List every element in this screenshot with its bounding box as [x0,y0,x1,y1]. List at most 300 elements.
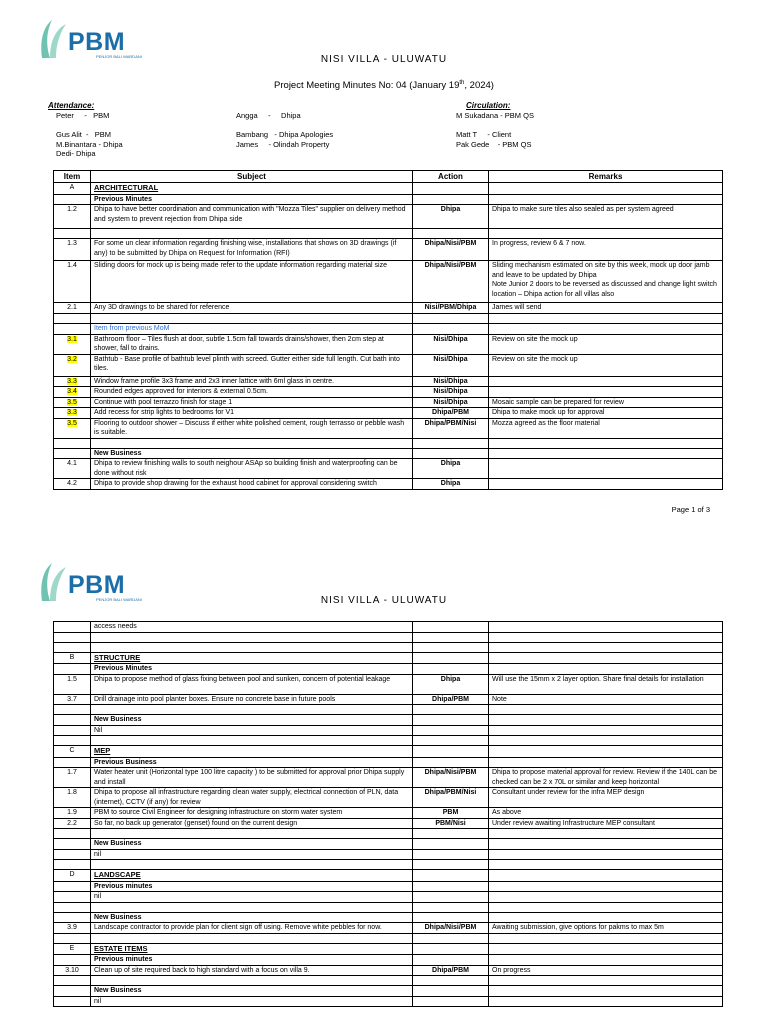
row-action [413,808,489,819]
row-subject-text: New Business [94,987,142,994]
row-subject [91,334,413,354]
row-item [54,902,91,912]
row-action [413,664,489,675]
row-action-text: Nisi/Dhipa [433,355,468,363]
row-remarks-text: James will send [492,304,542,311]
row-action [413,652,489,664]
row-subject [91,933,413,943]
row-item [54,933,91,943]
row-action [413,860,489,870]
row-remarks [489,933,723,943]
row-action [413,376,489,387]
table-row [54,746,723,758]
table-row [54,725,723,736]
row-remarks [489,965,723,976]
row-subject-text: access needs [94,623,137,630]
table-row [54,955,723,966]
row-item [54,860,91,870]
row-action-text: Dhipa/PBM [432,966,469,974]
row-subject [91,860,413,870]
row-subject-text: Previous minutes [94,882,153,890]
row-subject [91,397,413,408]
row-subject-text: Previous Business [94,758,157,766]
table-row [54,664,723,675]
row-action [413,194,489,205]
row-remarks [489,408,723,419]
row-item [54,808,91,819]
row-action-text: Nisi/Dhipa [433,388,468,395]
row-subject [91,986,413,997]
row-item-text: 2.2 [67,819,77,827]
row-subject [91,205,413,229]
row-remarks-text: Will use the 15mm x 2 layer option. Share final details for installation [492,675,704,683]
row-action [413,976,489,986]
row-subject [91,694,413,705]
row-item [54,334,91,354]
row-action [413,303,489,314]
row-item-text: 1.9 [67,809,77,816]
table-row [54,418,723,438]
row-subject [91,902,413,912]
row-subject [91,239,413,261]
row-item [54,652,91,664]
row-subject [91,183,413,195]
row-item [54,387,91,398]
row-item-text: 4.1 [67,460,77,467]
row-subject-text: Landscape contractor to provide plan for client sign off using. Remove white pebbles for now. [94,924,382,931]
row-subject-text: Sliding doors for mock up is being made refer to the update information regarding material size [94,262,387,269]
row-action [413,183,489,195]
row-action [413,674,489,694]
row-subject [91,757,413,768]
row-subject [91,923,413,934]
row-remarks [489,652,723,664]
row-action [413,715,489,726]
row-remarks [489,808,723,819]
meeting-title-main: Project Meeting Minutes No: 04 (January 19 [274,80,460,92]
row-subject [91,955,413,966]
row-subject-text: Add recess for strip lights to bedrooms for V1 [94,409,235,416]
row-subject [91,664,413,675]
row-subject [91,943,413,955]
row-remarks [489,986,723,997]
minutes-table-page-1 [53,170,723,490]
row-subject-text: New Business [94,913,142,921]
row-item [54,397,91,408]
row-remarks [489,923,723,934]
row-subject [91,674,413,694]
table-row [54,622,723,633]
table-row [54,705,723,715]
row-action [413,387,489,398]
row-subject [91,314,413,324]
row-action [413,996,489,1007]
row-subject-text: So far, no back up generator (genset) found on the current design [94,819,298,827]
row-action [413,943,489,955]
row-item [54,892,91,903]
row-item [54,324,91,335]
table-row [54,902,723,912]
row-subject-text: Dhipa to review finishing walls to south neighour ASAp so building finish and waterproofing can be done without risk [94,460,398,477]
row-remarks [489,334,723,354]
table-row [54,892,723,903]
table-row [54,314,723,324]
row-action [413,757,489,768]
row-item [54,376,91,387]
row-remarks [489,829,723,839]
table-row [54,674,723,694]
row-remarks [489,387,723,398]
row-action [413,725,489,736]
row-remarks [489,183,723,195]
table-row [54,849,723,860]
row-action [413,768,489,788]
row-subject [91,642,413,652]
row-item [54,736,91,746]
table-row [54,986,723,997]
row-subject-text: Clean up of site required back to high standard with a focus on villa 9. [94,966,310,974]
document-title: NISI VILLA - ULUWATU [320,54,448,65]
row-subject [91,881,413,892]
row-remarks [489,303,723,314]
row-subject [91,387,413,398]
row-remarks [489,976,723,986]
row-remarks [489,839,723,850]
row-subject [91,438,413,448]
row-remarks [489,674,723,694]
row-remarks [489,448,723,459]
row-item [54,261,91,303]
row-remarks [489,943,723,955]
row-subject-text: STRUCTURE [94,652,141,662]
row-item [54,694,91,705]
row-item [54,459,91,479]
row-item [54,788,91,808]
row-action [413,261,489,303]
table-row [54,324,723,335]
row-item-text: C [69,747,75,754]
row-subject [91,768,413,788]
row-action-text: Dhipa/Nisi/PBM [424,769,477,776]
row-remarks-text: Awaiting submission, give options for pakms to max 5m [492,924,664,931]
row-remarks [489,622,723,633]
row-item [54,829,91,839]
row-item-text: 1.3 [67,240,77,247]
row-subject-text: Dhipa to propose method of glass fixing between pool and sunken, concern of potential leakage [94,675,391,683]
row-subject [91,912,413,923]
table-row [54,694,723,705]
row-action-text: Dhipa/PBM/Nisi [424,419,477,427]
table-row [54,183,723,195]
row-subject [91,479,413,490]
row-item [54,996,91,1007]
table-row [54,387,723,398]
logo-wordmark: PBM [68,571,126,599]
row-subject [91,194,413,205]
row-item [54,818,91,829]
row-remarks-text: Note [492,695,507,703]
row-item [54,479,91,490]
row-action [413,923,489,934]
row-subject-text: Dhipa to have better coordination and communication with "Mozza Tiles" supplier on delivery method and system to prevent rejection from Dhipa side [94,206,406,223]
table-row [54,996,723,1007]
row-remarks [489,664,723,675]
row-subject-text: Item from previous MoM [94,325,170,332]
row-item-text: 3.1 [67,335,77,343]
row-remarks-text: Dhipa to make sure tiles also sealed as per system agreed [492,206,674,213]
row-remarks [489,736,723,746]
row-item [54,239,91,261]
row-item-text: 1.4 [67,262,77,269]
row-subject [91,849,413,860]
row-subject [91,818,413,829]
row-item-text: 3.9 [67,924,77,931]
row-action [413,736,489,746]
row-subject [91,408,413,419]
row-action [413,694,489,705]
row-subject-text: Previous Minutes [94,665,152,672]
row-subject-text: Bathtub - Base profile of bathtub level plinth with screed. Gutter either side full length. Cut bath into tiles. [94,355,400,372]
row-remarks [489,746,723,758]
row-remarks [489,818,723,829]
row-item-text: 3.3 [67,377,77,385]
circulation-list: M Sukadana - PBM QS Matt T - Client Pak Gede - PBM QS [456,111,534,149]
row-item-text: 1.5 [67,675,77,683]
row-action [413,788,489,808]
row-subject [91,788,413,808]
row-item-text: 4.2 [67,480,77,487]
row-action [413,642,489,652]
table-row [54,976,723,986]
row-subject [91,261,413,303]
row-subject [91,705,413,715]
row-item [54,839,91,850]
row-subject-text: New Business [94,840,142,847]
row-remarks [489,205,723,229]
row-item-text: 3.2 [67,355,77,363]
row-subject-text: Rounded edges approved for interiors & external 0.5cm. [94,388,268,395]
row-subject [91,229,413,239]
table-header-row [54,171,723,183]
row-item [54,976,91,986]
row-action-text: Nisi/Dhipa [433,377,468,385]
page-2 [0,547,768,1024]
row-item [54,642,91,652]
attendance-list-1: Peter - PBM Gus Alit - PBM M.Binantara - Dhipa Dedi- Dhipa [56,111,123,158]
row-item [54,632,91,642]
row-item [54,943,91,955]
row-subject-text: Dhipa to propose all infrastructure regarding clean water supply, electrical connection of PLN, data (internet), CCTV (if any) for review [94,789,399,806]
row-action-text: Dhipa/Nisi/PBM [424,240,477,247]
table-row [54,194,723,205]
table-row [54,829,723,839]
row-action-text: PBM/Nisi [435,819,466,827]
logo-tagline: PENJOR BALI WARDANI [96,54,142,59]
row-action [413,839,489,850]
page-number: Page 1 of 3 [671,505,710,514]
row-item [54,965,91,976]
table-row [54,239,723,261]
table-row [54,943,723,955]
row-action [413,448,489,459]
row-remarks [489,239,723,261]
table-row [54,715,723,726]
row-remarks-text: Dhipa to propose material approval for review. Review if the 140L can be checked can be 2 x 70L or similar and keep horizontal [492,769,718,786]
row-item [54,881,91,892]
row-remarks [489,715,723,726]
row-remarks-text: In progress, review 6 & 7 now. [492,240,586,247]
row-action [413,912,489,923]
row-remarks [489,229,723,239]
row-action-text: Dhipa [440,480,461,487]
meeting-title-sup: th [459,80,465,86]
row-subject-text: Any 3D drawings to be shared for reference [94,304,230,311]
table-row [54,870,723,882]
circulation-label: Circulation: [466,101,511,110]
row-item [54,986,91,997]
row-subject-text: Window frame profile 3x3 frame and 2x3 inner lattice with 6ml glass in centre. [94,377,335,385]
row-subject [91,839,413,850]
row-action-text: Dhipa/Nisi/PBM [424,262,477,269]
row-action-text: Dhipa [440,206,461,213]
table-row [54,459,723,479]
row-action-text: Dhipa/PBM [432,695,469,703]
row-item [54,664,91,675]
row-subject [91,829,413,839]
row-item [54,849,91,860]
row-action [413,632,489,642]
row-item [54,757,91,768]
row-action [413,438,489,448]
row-subject [91,622,413,633]
row-subject-text: PBM to source Civil Engineer for designing infrastructure on storm water system [94,809,343,816]
row-subject-text: MEP [94,746,111,755]
row-item [54,408,91,419]
row-item [54,448,91,459]
row-item [54,205,91,229]
row-action [413,933,489,943]
table-row [54,652,723,664]
row-item-text: B [69,653,75,661]
page-gap [0,527,768,547]
row-item-text: 3.10 [65,966,79,974]
row-action [413,239,489,261]
row-subject [91,448,413,459]
row-remarks-text: Sliding mechanism estimated on site by this week, mock up door jamb and leave to be updated by Dhipa Note Junior 2 doors to be reversed as discussed and change light switch location – Dhipa action for all villas also [492,262,717,298]
table-row [54,788,723,808]
row-subject [91,870,413,882]
row-remarks-text: Review on site the mock up [492,335,578,343]
row-action [413,892,489,903]
row-remarks [489,694,723,705]
row-subject-text: New Business [94,716,142,723]
header-action: Action [413,171,489,183]
row-action [413,870,489,882]
row-action [413,986,489,997]
row-subject-text: Flooring to outdoor shower – Discuss if either white polished cement, rough terrasso or pebble wash is suitable. [94,419,405,436]
row-subject [91,746,413,758]
row-item-text: 3.5 [67,419,77,427]
row-remarks [489,642,723,652]
table-row [54,933,723,943]
row-action [413,818,489,829]
table-row [54,334,723,354]
row-subject [91,996,413,1007]
meeting-title-end: , 2024) [464,80,494,92]
row-remarks [489,194,723,205]
row-remarks [489,955,723,966]
row-remarks-text: Review on site the mock up [492,355,578,363]
table-row [54,303,723,314]
row-remarks [489,996,723,1007]
row-subject-text: Nil [94,726,103,734]
row-remarks [489,324,723,335]
table-row [54,818,723,829]
table-row [54,408,723,419]
row-action [413,408,489,419]
row-subject-text: Previous minutes [94,956,153,963]
row-remarks-text: Dhipa to make mock up for approval [492,409,605,416]
row-action [413,324,489,335]
row-item [54,912,91,923]
row-item [54,229,91,239]
row-subject-text: Drill drainage into pool planter boxes. Ensure no concrete base in future pools [94,695,336,703]
row-action [413,397,489,408]
row-item [54,705,91,715]
row-remarks [489,881,723,892]
row-item [54,870,91,882]
row-item [54,418,91,438]
row-subject [91,965,413,976]
row-item-text: 3.3 [67,409,77,416]
row-remarks-text: Mozza agreed as the floor material [492,419,600,427]
table-row [54,261,723,303]
row-action [413,479,489,490]
row-action [413,205,489,229]
row-action-text: Dhipa [440,460,461,467]
row-remarks-text: On progress [492,966,531,974]
row-remarks-text: As above [492,809,522,816]
row-action-text: Dhipa/Nisi/PBM [424,924,477,931]
row-remarks [489,725,723,736]
row-remarks [489,438,723,448]
row-item [54,715,91,726]
table-row [54,923,723,934]
row-action-text: Dhipa/PBM/Nisi [424,789,477,796]
row-action [413,746,489,758]
row-subject [91,808,413,819]
row-subject-text: nil [94,893,102,900]
row-item [54,314,91,324]
row-remarks-text: Under review awaiting Infrastructure MEP consultant [492,819,655,827]
table-row [54,479,723,490]
table-row [54,860,723,870]
row-item [54,183,91,195]
row-action [413,955,489,966]
table-row [54,839,723,850]
row-remarks [489,912,723,923]
row-item-text: 3.7 [67,695,77,703]
row-remarks [489,849,723,860]
table-row [54,354,723,376]
row-item-text: 3.5 [67,398,77,406]
row-action [413,902,489,912]
row-remarks [489,261,723,303]
row-item-text: 2.1 [67,304,77,311]
row-remarks [489,397,723,408]
table-row [54,632,723,642]
row-action [413,705,489,715]
